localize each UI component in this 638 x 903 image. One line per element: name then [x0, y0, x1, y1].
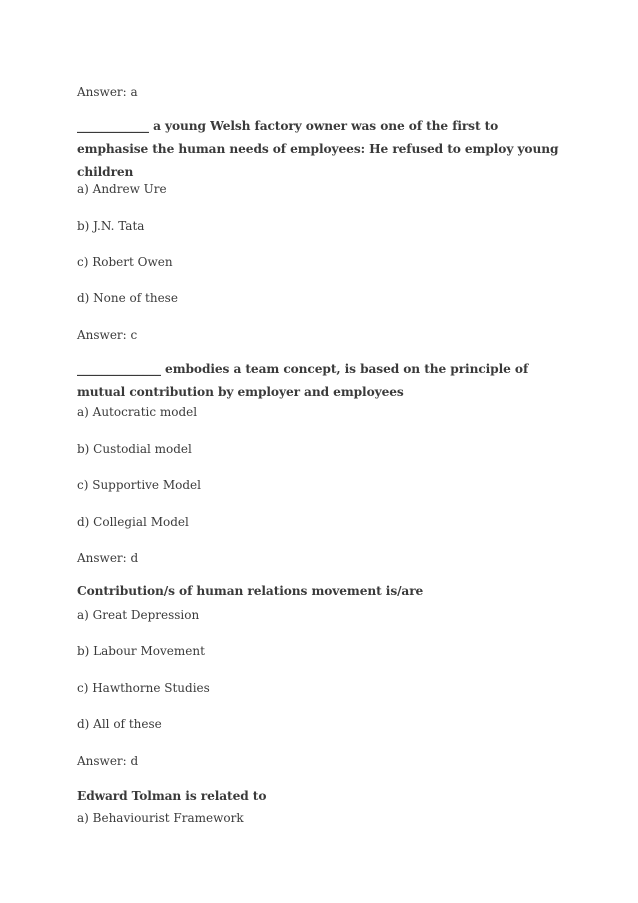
answer-line: Answer: a [77, 85, 138, 99]
question-text: ____________ a young Welsh factory owner was one of the first to emphasise the human needs of employees: He refused to employ young children [77, 119, 559, 179]
answer-line: Answer: c [77, 328, 138, 342]
option-b: b) Custodial model [77, 442, 192, 456]
option-a: a) Behaviourist Framework [77, 811, 244, 825]
question-text: Edward Tolman is related to [77, 789, 267, 803]
option-d: d) All of these [77, 717, 162, 731]
option-d: d) Collegial Model [77, 515, 189, 529]
option-c: c) Supportive Model [77, 478, 201, 492]
option-b: b) Labour Movement [77, 644, 205, 658]
option-a: a) Andrew Ure [77, 182, 167, 196]
answer-line: Answer: d [77, 551, 139, 565]
answer-line: Answer: d [77, 754, 139, 768]
question-text: ______________ embodies a team concept, is based on the principle of mutual contribution by employer and employees [77, 362, 529, 399]
option-c: c) Robert Owen [77, 255, 173, 269]
option-a: a) Autocratic model [77, 405, 198, 419]
option-c: c) Hawthorne Studies [77, 681, 210, 695]
option-d: d) None of these [77, 291, 178, 305]
option-b: b) J.N. Tata [77, 219, 145, 233]
question-text: Contribution/s of human relations movement is/are [77, 584, 424, 598]
option-a: a) Great Depression [77, 608, 200, 622]
